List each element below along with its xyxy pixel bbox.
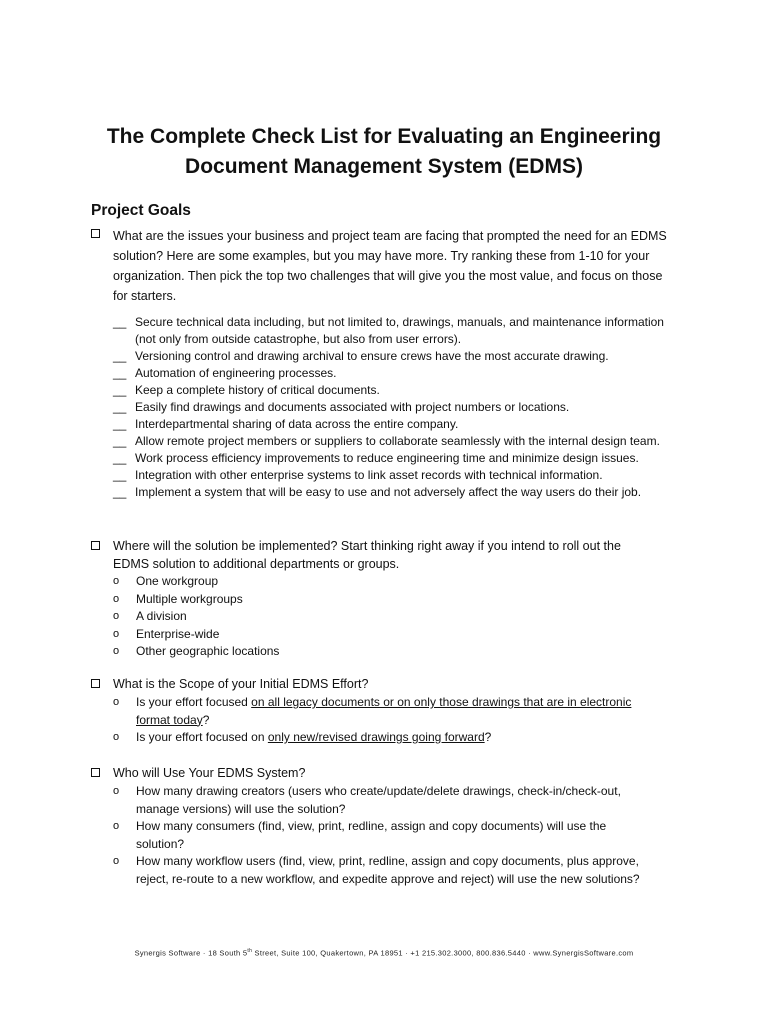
circle-bullet-icon: o <box>113 627 120 640</box>
checkbox-icon[interactable] <box>91 541 100 550</box>
question-text: What is the Scope of your Initial EDMS Effort? <box>113 677 369 691</box>
question-text: What are the issues your business and project team are facing that prompted the need for an EDMS solution? Here are some examples, but you may have more. Try ranking these from 1-10 for your organization. Then pick the top two challenges that will give you the most value, and focus on those for starters. <box>113 229 667 303</box>
list-item: __ Allow remote project members or suppliers to collaborate seamlessly with the internal design team. <box>113 434 660 448</box>
list-item: __ Secure technical data including, but not limited to, drawings, manuals, and maintenance information (not only from outside catastrophe, but also from user errors). <box>113 315 664 346</box>
list-item: __ Easily find drawings and documents associated with project numbers or locations. <box>113 400 570 414</box>
rank-blank[interactable]: __ <box>113 434 127 448</box>
list-item: o How many drawing creators (users who create/update/delete drawings, check-in/check-out, manage versions) will use the solution? <box>113 784 621 816</box>
rank-blank[interactable]: __ <box>113 366 127 380</box>
list-item: __ Keep a complete history of critical documents. <box>113 383 380 397</box>
list-item: o Is your effort focused on only new/revised drawings going forward? <box>113 729 688 747</box>
circle-bullet-icon: o <box>113 575 120 587</box>
list-item: __ Versioning control and drawing archival to ensure crews have the most accurate drawing. <box>113 349 609 363</box>
page-footer: Synergis Software · 18 South 5th Street, Suite 100, Quakertown, PA 18951 · +1 215.302.3000, 800.836.5440 · www.SynergisSoftware.com <box>134 948 634 958</box>
question-users <box>91 765 691 783</box>
checkbox-icon[interactable] <box>91 679 100 688</box>
circle-bullet-icon: o <box>113 855 120 867</box>
list-item: o Multiple workgroups <box>113 591 688 609</box>
checkbox-icon[interactable] <box>91 229 100 238</box>
question-implementation <box>91 538 691 573</box>
circle-bullet-icon: o <box>113 785 120 797</box>
option-list <box>113 783 688 888</box>
rank-blank[interactable]: __ <box>113 400 127 414</box>
list-item: __ Automation of engineering processes. <box>113 366 337 380</box>
page-title <box>0 122 768 182</box>
list-item: __ Interdepartmental sharing of data across the entire company. <box>113 417 459 431</box>
rank-blank[interactable]: __ <box>113 383 127 397</box>
option-list <box>113 573 688 661</box>
circle-bullet-icon: o <box>113 610 120 622</box>
question-text: Who will Use Your EDMS System? <box>113 766 306 780</box>
circle-bullet-icon: o <box>113 592 120 605</box>
circle-bullet-icon: o <box>113 696 120 708</box>
ranking-list <box>113 314 683 501</box>
title-line-2: Document Management System (EDMS) <box>185 155 583 178</box>
rank-blank[interactable]: __ <box>113 417 127 431</box>
question-text: Where will the solution be implemented? Start thinking right away if you intend to roll out the EDMS solution to additional departments or groups. <box>113 539 621 571</box>
circle-bullet-icon: o <box>113 645 120 657</box>
list-item: o Is your effort focused on all legacy documents or on only those drawings that are in electronic format today? <box>113 695 632 727</box>
question-issues <box>91 226 691 306</box>
list-item: o A division <box>113 608 688 626</box>
list-item: o Other geographic locations <box>113 643 688 661</box>
list-item: __ Integration with other enterprise systems to link asset records with technical information. <box>113 468 603 482</box>
list-item: o Enterprise-wide <box>113 626 688 644</box>
rank-blank[interactable]: __ <box>113 485 127 499</box>
option-list <box>113 694 688 747</box>
rank-blank[interactable]: __ <box>113 451 127 465</box>
title-line-1: The Complete Check List for Evaluating an Engineering <box>106 125 662 148</box>
list-item: o One workgroup <box>113 573 688 591</box>
circle-bullet-icon: o <box>113 820 120 832</box>
checkbox-icon[interactable] <box>91 768 100 777</box>
list-item: __ Implement a system that will be easy to use and not adversely affect the way users do their job. <box>113 485 642 499</box>
rank-blank[interactable]: __ <box>113 349 127 363</box>
rank-blank[interactable]: __ <box>113 468 127 482</box>
list-item: __ Work process efficiency improvements to reduce engineering time and minimize design issues. <box>113 451 639 465</box>
question-scope <box>91 676 691 694</box>
rank-blank[interactable]: __ <box>113 315 127 329</box>
circle-bullet-icon: o <box>113 731 120 743</box>
list-item: o How many workflow users (find, view, print, redline, assign and copy documents, plus approve, reject, re-route to a new workflow, and expedite approve and reject) will use the new solutions? <box>113 854 640 886</box>
section-heading: Project Goals <box>91 202 191 219</box>
list-item: o How many consumers (find, view, print, redline, assign and copy documents) will use the solution? <box>113 819 607 851</box>
